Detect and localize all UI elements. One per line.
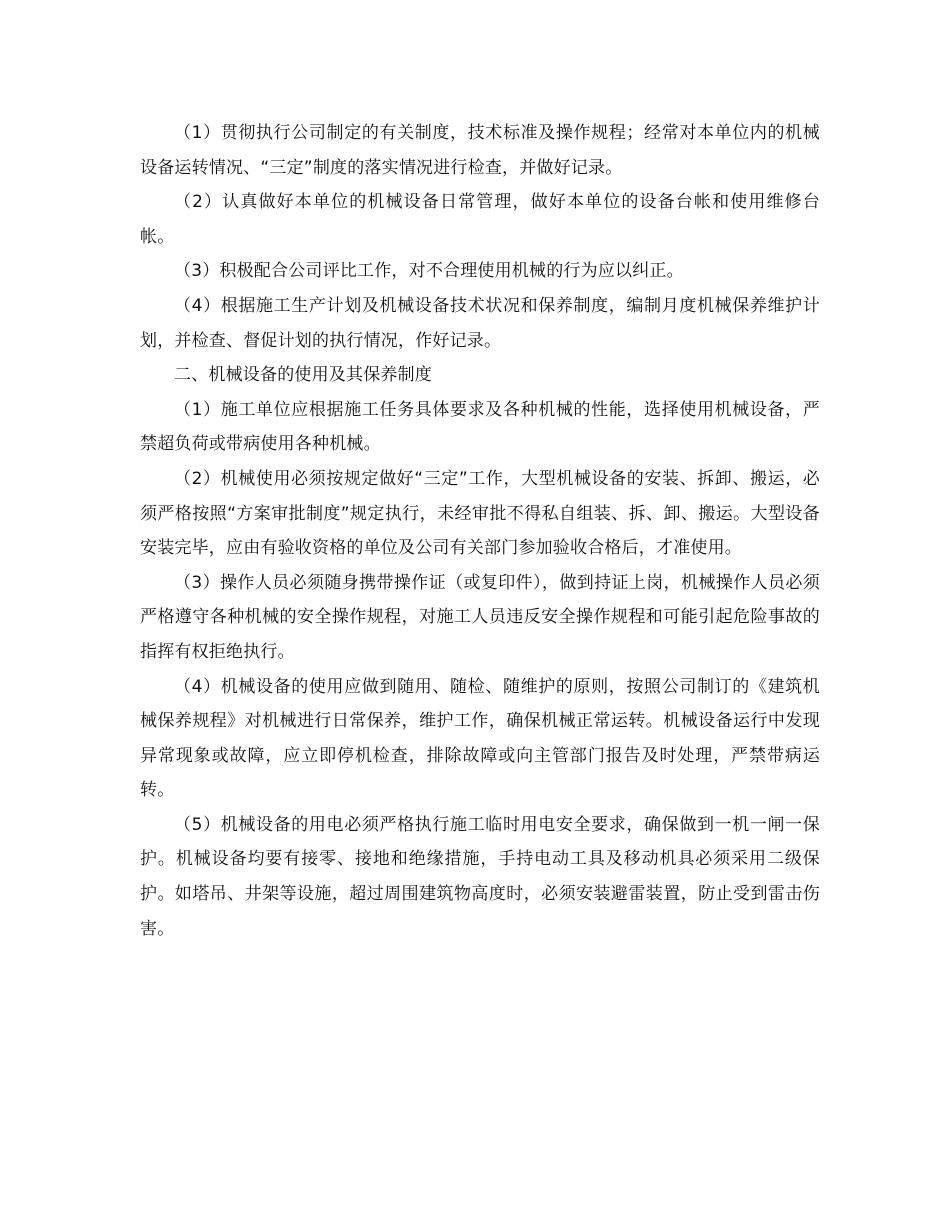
paragraph-duty-2: （2）认真做好本单位的机械设备日常管理，做好本单位的设备台帐和使用维修台帐。 (140, 192, 820, 247)
document-body (140, 116, 820, 946)
paragraph-usage-4: （4）机械设备的使用应做到随用、随检、随维护的原则，按照公司制订的《建筑机械保养规程》对机械进行日常保养，维护工作，确保机械正常运转。机械设备运行中发现异常现象或故障，应立即停机检查，排除故障或向主管部门报告及时处理，严禁带病运转。 (140, 676, 820, 801)
paragraph-duty-3: （3）积极配合公司评比工作，对不合理使用机械的行为应以纠正。 (174, 261, 684, 282)
paragraph-usage-3: （3）操作人员必须随身携带操作证（或复印件），做到持证上岗，机械操作人员必须严格遵守各种机械的安全操作规程，对施工人员违反安全操作规程和可能引起危险事故的指挥有权拒绝执行。 (140, 572, 820, 662)
paragraph-usage-2: （2）机械使用必须按规定做好“三定”工作，大型机械设备的安装、拆卸、搬运，必须严格按照“方案审批制度”规定执行，未经审批不得私自组装、拆、卸、搬运。大型设备安装完毕，应由有验收资格的单位及公司有关部门参加验收合格后，才准使用。 (140, 468, 820, 559)
paragraph-duty-1: （1）贯彻执行公司制定的有关制度，技术标准及操作规程；经常对本单位内的机械设备运转情况、“三定”制度的落实情况进行检查，并做好记录。 (140, 123, 820, 178)
section-heading: 二、机械设备的使用及其保养制度 (174, 365, 432, 386)
paragraph-usage-1: （1）施工单位应根据施工任务具体要求及各种机械的性能，选择使用机械设备，严禁超负荷或带病使用各种机械。 (140, 399, 820, 455)
paragraph-duty-4: （4）根据施工生产计划及机械设备技术状况和保养制度，编制月度机械保养维护计划，并检查、督促计划的执行情况，作好记录。 (140, 295, 820, 351)
paragraph-usage-5: （5）机械设备的用电必须严格执行施工临时用电安全要求，确保做到一机一闸一保护。机械设备均要有接零、接地和绝缘措施，手持电动工具及移动机具必须采用二级保护。如塔吊、井架等设施，超过周围建筑物高度时，必须安装避雷装置，防止受到雷击伤害。 (140, 814, 820, 939)
